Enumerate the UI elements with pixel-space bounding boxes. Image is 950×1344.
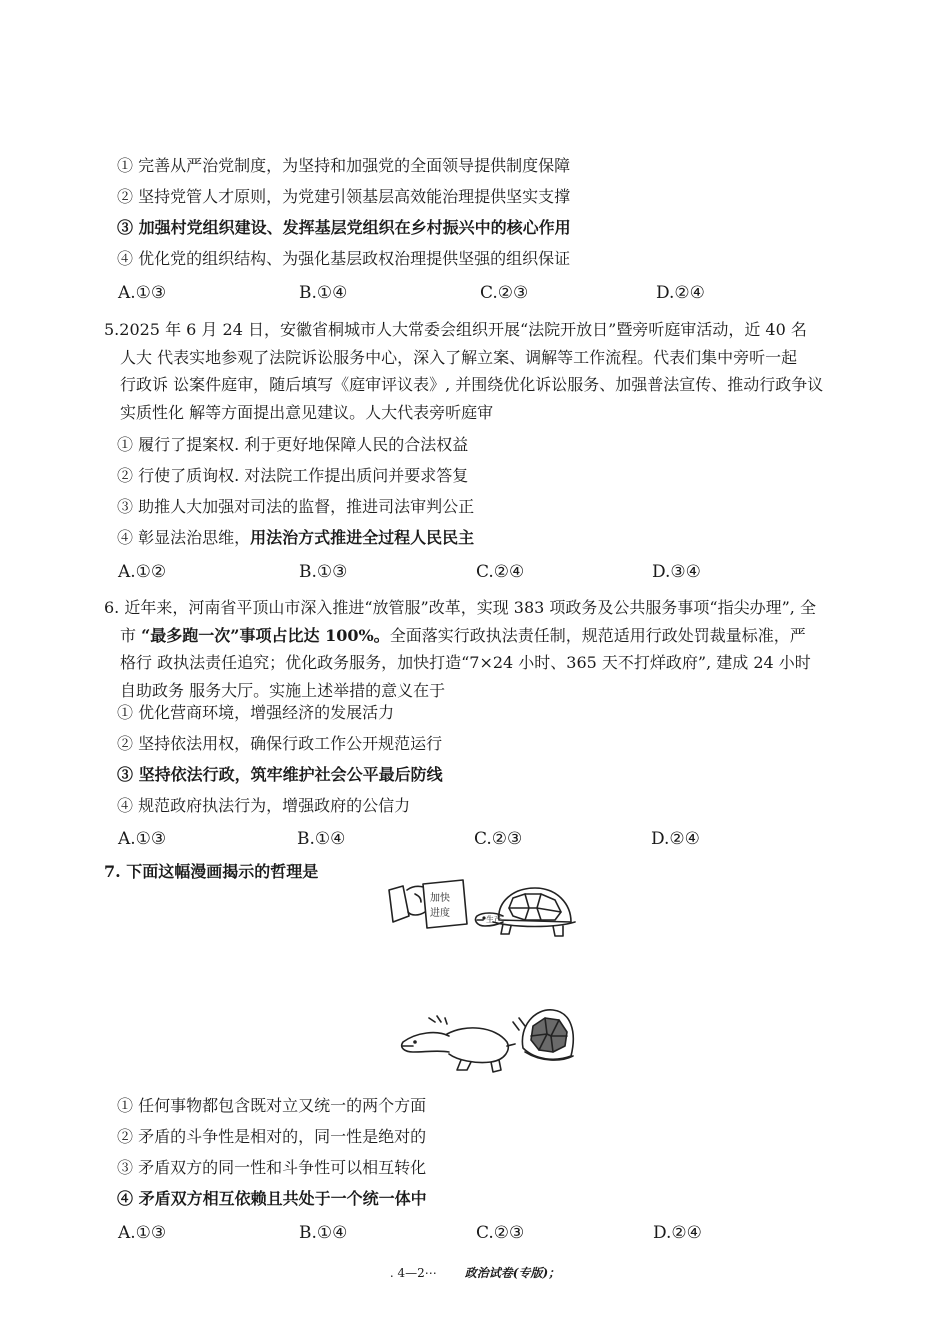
q5-option-3: ③ 助推人大加强对司法的监督，推进司法审判公正 [117, 497, 475, 516]
q6-stem-line-2-bold: “最多跑一次”事项占比达 100%。 [141, 625, 390, 645]
q5-stem-line-2: 人大 代表实地参观了法院诉讼服务中心，深入了解立案、调解等工作流程。代表们集中旁听一起 [120, 347, 798, 367]
q4-choices [0, 282, 950, 304]
q6-choice-c[interactable]: C.②③ [474, 829, 523, 849]
q7-option-2: ② 矛盾的斗争性是相对的，同一性是绝对的 [117, 1127, 427, 1146]
q7-option-4: ④ 矛盾双方相互依赖且共处于一个统一体中 [117, 1189, 427, 1208]
q6-stem-line-1: 6. 近年来，河南省平顶山市深入推进“放管服”改革，实现 383 项政务及公共服务事项“指尖办理”, 全 [104, 598, 816, 617]
q4-choice-c[interactable]: C.②③ [480, 283, 529, 303]
q7-stem: 7. 下面这幅漫画揭示的哲理是 [104, 862, 319, 881]
q6-choice-d[interactable]: D.②④ [651, 829, 700, 849]
q6-option-3: ③ 坚持依法行政，筑牢维护社会公平最后防线 [117, 765, 443, 784]
q6-stem-line-4: 自助政务 服务大厅。实施上述举措的意义在于 [120, 680, 446, 700]
q4-option-4: ④ 优化党的组织结构、为强化基层政权治理提供坚强的组织保证 [117, 249, 571, 268]
q6-stem [104, 594, 844, 704]
q5-option-4 [117, 528, 474, 548]
q7-choices [0, 1222, 950, 1244]
cartoon-panel-top [385, 876, 580, 951]
q7-choice-d[interactable]: D.②④ [653, 1223, 702, 1243]
q4-choice-d[interactable]: D.②④ [656, 283, 705, 303]
q6-stem-line-2-rest: 全面落实行政执法责任制，规范适用行政处罚裁量标准，严 [389, 625, 806, 645]
q5-option-4-plain: ④ 彰显法治思维， [117, 528, 251, 547]
cartoon-paper-text-1: 加快 [430, 893, 450, 904]
q7-option-1: ① 任何事物都包含既对立又统一的两个方面 [117, 1096, 427, 1115]
q7-choice-b[interactable]: B.①④ [299, 1223, 348, 1243]
q5-option-4-bold: 用法治方式推进全过程人民民主 [250, 528, 475, 547]
q5-option-1: ① 履行了提案权. 利于更好地保障人民的合法权益 [117, 435, 469, 454]
q5-choices [0, 561, 950, 583]
q5-choice-c[interactable]: C.②④ [476, 562, 525, 582]
q6-stem-line-2-plain: 市 [120, 625, 142, 645]
q6-choice-a[interactable]: A.①③ [118, 829, 167, 849]
q4-choice-b[interactable]: B.①④ [299, 283, 348, 303]
q5-stem [104, 316, 844, 426]
q5-choice-a[interactable]: A.①② [118, 562, 167, 582]
q6-stem-line-3: 格行 政执法责任追究；优化政务服务，加快打造“7×24 小时、365 天不打烊政府”, 建成 24 小时 [120, 653, 811, 672]
q6-choices [0, 828, 950, 850]
q4-option-3: ③ 加强村党组织建设、发挥基层党组织在乡村振兴中的核心作用 [117, 218, 571, 237]
exam-title: 政治试卷(专版)； [464, 1266, 561, 1280]
q7-option-3: ③ 矛盾双方的同一性和斗争性可以相互转化 [117, 1158, 427, 1177]
cartoon-panel-bottom [395, 1006, 580, 1076]
q5-choice-b[interactable]: B.①③ [299, 562, 348, 582]
q4-choice-a[interactable]: A.①③ [118, 283, 167, 303]
q6-option-1: ① 优化营商环境，增强经济的发展活力 [117, 703, 395, 722]
q5-option-2: ② 行使了质询权. 对法院工作提出质问并要求答复 [117, 466, 469, 485]
q4-option-1: ① 完善从严治党制度，为坚持和加强党的全面领导提供制度保障 [117, 156, 571, 175]
page-footer [0, 1264, 950, 1281]
q5-choice-d[interactable]: D.③④ [652, 562, 701, 582]
cartoon-paper-text-2: 进度 [430, 908, 450, 919]
q7-choice-c[interactable]: C.②③ [476, 1223, 525, 1243]
q5-stem-line-1: 5.2025 年 6 月 24 日，安徽省桐城市人大常委会组织开展“法院开放日”暨旁听庭审活动，近 40 名 [104, 320, 807, 339]
q6-stem-line-2 [104, 622, 844, 650]
q6-choice-b[interactable]: B.①④ [297, 829, 346, 849]
cartoon-turtle-label: 生产 [486, 915, 502, 924]
q6-option-2: ② 坚持依法用权，确保行政工作公开规范运行 [117, 734, 443, 753]
q5-stem-line-3: 行政诉 讼案件庭审，随后填写《庭审评议表》, 并围绕优化诉讼服务、加强普法宣传、推动行政争议 [120, 375, 824, 394]
q7-choice-a[interactable]: A.①③ [118, 1223, 167, 1243]
page-number: . 4—2⋯ [389, 1266, 437, 1280]
q5-stem-line-4: 实质性化 解等方面提出意见建议。人大代表旁听庭审 [120, 402, 494, 422]
q4-option-2: ② 坚持党管人才原则，为党建引领基层高效能治理提供坚实支撑 [117, 187, 571, 206]
q6-option-4: ④ 规范政府执法行为，增强政府的公信力 [117, 796, 411, 815]
